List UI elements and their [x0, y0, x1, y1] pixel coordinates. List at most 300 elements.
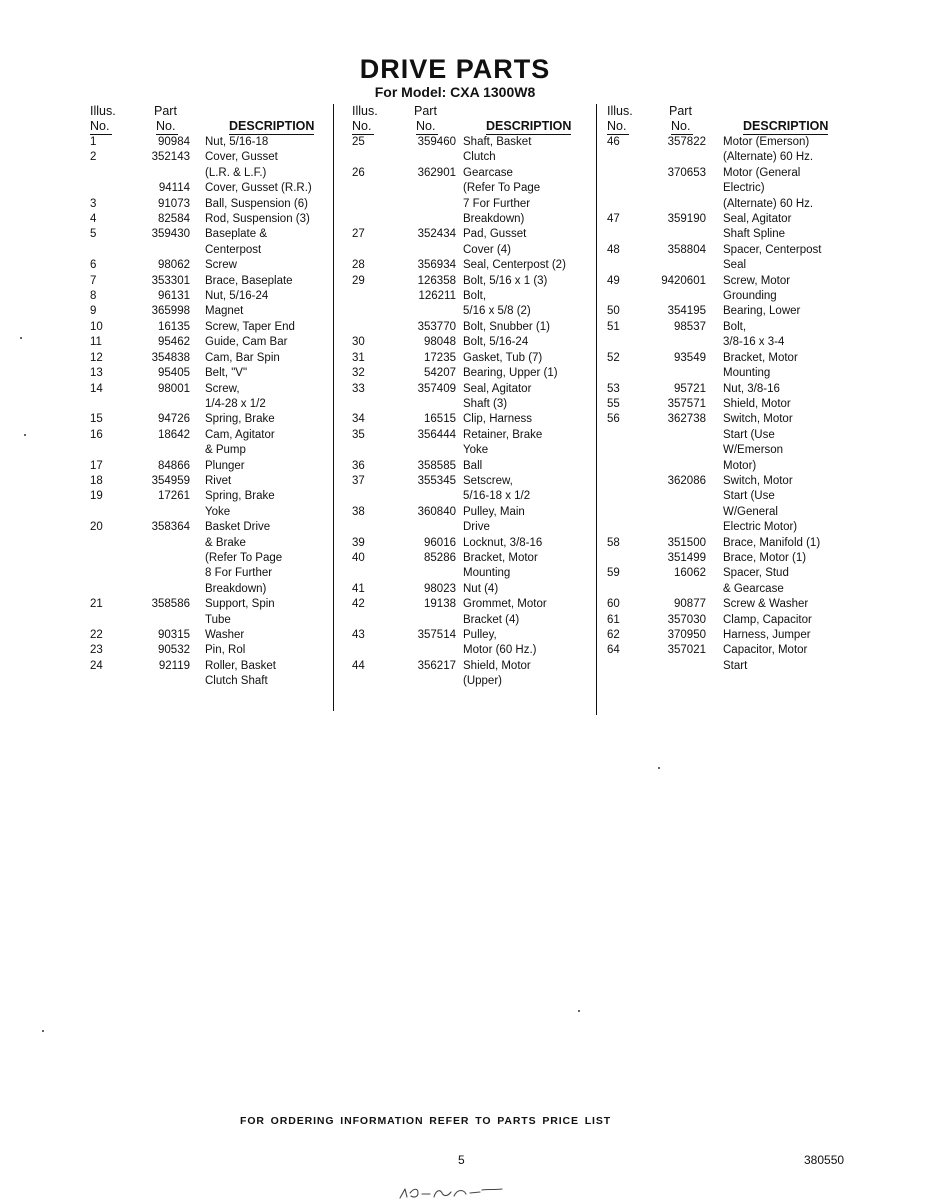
part-number: 98048: [424, 336, 456, 349]
part-description: [723, 382, 847, 397]
part-row: [352, 582, 596, 597]
description-line: Screw: [205, 259, 237, 272]
part-description: [205, 258, 333, 273]
part-number: 54207: [424, 367, 456, 380]
description-line: Breakdown): [463, 213, 525, 226]
part-row: [90, 212, 333, 227]
part-number: 95462: [158, 336, 190, 349]
description-line: Setscrew,: [463, 474, 513, 487]
description-line: Shaft (3): [463, 397, 508, 410]
handwritten-mark: [396, 1184, 516, 1200]
part-number: 96016: [424, 536, 456, 549]
illus-number: 16: [90, 428, 103, 441]
part-number: 356217: [417, 659, 456, 672]
part-number: 90532: [158, 644, 190, 657]
illus-number: 32: [352, 367, 365, 380]
description-line: Magnet: [205, 305, 244, 318]
part-row: [352, 274, 596, 289]
description-line: 3/8-16 x 3-4: [723, 336, 785, 349]
part-number: 356934: [417, 259, 456, 272]
part-row: [352, 258, 596, 273]
part-description: [723, 135, 847, 166]
illus-number: 17: [90, 459, 103, 472]
description-line: Cam, Agitator: [205, 428, 275, 441]
part-row: [352, 166, 596, 228]
part-description: [463, 412, 596, 427]
part-number: 96131: [158, 290, 190, 303]
part-row: [90, 366, 333, 381]
part-row: [607, 382, 847, 397]
description-line: Grounding: [723, 290, 777, 303]
part-row: [352, 536, 596, 551]
description-line: Brace, Baseplate: [205, 274, 293, 287]
part-row: [352, 551, 596, 582]
part-description: [723, 243, 847, 274]
part-row: [352, 659, 596, 690]
description-line: Start: [723, 659, 748, 672]
part-description: [205, 597, 333, 628]
description-line: Baseplate &: [205, 228, 268, 241]
illus-number: 62: [607, 629, 620, 641]
description-header: DESCRIPTION: [743, 119, 829, 133]
part-row: [90, 643, 333, 658]
part-description: [205, 489, 333, 520]
part-description: [463, 351, 596, 366]
part-description: [463, 474, 596, 505]
description-line: 8 For Further: [205, 567, 273, 580]
parts-rows: [607, 135, 847, 674]
part-number: 351500: [667, 536, 706, 549]
part-description: [723, 166, 847, 212]
illus-number: 39: [352, 536, 365, 549]
part-description: [205, 212, 333, 227]
illus-number: 7: [90, 274, 97, 287]
description-line: & Gearcase: [723, 582, 784, 595]
description-header: DESCRIPTION: [229, 119, 315, 133]
model-subtitle: For Model: CXA 1300W8: [374, 84, 536, 100]
part-number: 98537: [674, 320, 706, 333]
description-line: Shaft Spline: [723, 228, 786, 241]
part-row: [607, 166, 847, 212]
illus-number: 9: [90, 305, 97, 318]
description-line: Switch, Motor: [723, 474, 793, 487]
part-description: [463, 582, 596, 597]
illus-no-header: No.: [607, 119, 629, 135]
part-no-header: No.: [156, 119, 178, 135]
description-line: Rod, Suspension (3): [205, 213, 310, 226]
description-line: Nut (4): [463, 582, 499, 595]
illus-number: 2: [90, 151, 97, 164]
part-number: 16515: [424, 413, 456, 426]
page-title: DRIVE PARTS: [359, 54, 551, 84]
part-no-header: No.: [671, 119, 693, 135]
part-number: 360840: [417, 505, 456, 518]
description-line: Mounting: [723, 367, 771, 380]
part-number: 98001: [158, 382, 190, 395]
description-line: Switch, Motor: [723, 413, 793, 426]
part-row: [352, 320, 596, 335]
description-line: Brace, Motor (1): [723, 551, 807, 564]
part-number: 126211: [418, 290, 456, 303]
part-row: [607, 613, 847, 628]
part-row: [352, 135, 596, 166]
part-description: [723, 536, 847, 551]
part-description: [463, 659, 596, 690]
part-number: 16062: [674, 567, 706, 580]
parts-column-3: [607, 104, 847, 674]
part-row: [90, 628, 333, 643]
part-description: [205, 135, 333, 150]
description-line: Tube: [205, 613, 231, 626]
description-line: Nut, 5/16-18: [205, 136, 269, 148]
part-row: [90, 135, 333, 150]
part-description: [723, 320, 847, 351]
part-number: 362086: [667, 474, 706, 487]
description-line: Bolt, 5/16 x 1 (3): [463, 274, 548, 287]
part-no-header: No.: [416, 119, 438, 135]
illus-number: 60: [607, 598, 620, 611]
description-line: Screw,: [205, 382, 240, 395]
part-row: [607, 212, 847, 243]
description-line: Drive: [463, 521, 490, 534]
description-line: Start (Use: [723, 490, 775, 503]
part-description: [205, 150, 333, 181]
part-description: [463, 320, 596, 335]
description-line: Screw & Washer: [723, 598, 809, 611]
description-line: W/General: [723, 505, 778, 518]
description-line: W/Emerson: [723, 444, 784, 457]
part-row: [352, 351, 596, 366]
part-row: [90, 412, 333, 427]
description-line: Electric Motor): [723, 521, 798, 534]
part-header: Part: [414, 104, 437, 118]
part-row: [607, 566, 847, 597]
description-line: (L.R. & L.F.): [205, 166, 267, 179]
illus-number: 61: [607, 613, 620, 626]
part-number: 359460: [417, 136, 456, 148]
part-description: [205, 304, 333, 319]
part-description: [723, 212, 847, 243]
description-line: Pulley, Main: [463, 505, 525, 518]
part-row: [352, 335, 596, 350]
part-number: 9420601: [661, 274, 706, 287]
description-line: 1/4-28 x 1/2: [205, 397, 266, 410]
description-line: Shield, Motor: [463, 659, 531, 672]
description-line: Nut, 5/16-24: [205, 290, 269, 303]
illus-number: 27: [352, 228, 365, 241]
illus-number: 21: [90, 598, 103, 611]
illus-number: 40: [352, 551, 365, 564]
part-description: [463, 382, 596, 413]
part-row: [607, 243, 847, 274]
description-line: Plunger: [205, 459, 245, 472]
part-description: [723, 613, 847, 628]
illus-number: 52: [607, 351, 620, 364]
description-line: (Alternate) 60 Hz.: [723, 197, 814, 210]
description-line: Cover, Gusset (R.R.): [205, 182, 312, 195]
part-row: [352, 628, 596, 659]
description-line: (Upper): [463, 675, 502, 688]
description-line: Motor): [723, 459, 757, 472]
illus-number: 23: [90, 644, 103, 657]
part-row: [352, 382, 596, 413]
illus-number: 48: [607, 243, 620, 256]
column-divider: [596, 104, 597, 715]
column-header: [352, 104, 596, 135]
part-description: [463, 628, 596, 659]
document-number: 380550: [804, 1153, 845, 1167]
part-number: 95405: [158, 367, 190, 380]
part-number: 82584: [158, 213, 190, 226]
illus-number: 33: [352, 382, 365, 395]
illus-number: 37: [352, 474, 365, 487]
description-line: Clutch: [463, 151, 496, 164]
part-number: 19138: [424, 598, 456, 611]
part-number: 98062: [158, 259, 190, 272]
illus-number: 8: [90, 290, 97, 303]
part-description: [205, 351, 333, 366]
illus-number: 59: [607, 567, 620, 580]
part-number: 354959: [151, 474, 190, 487]
part-description: [205, 197, 333, 212]
illus-header: Illus.: [90, 104, 116, 118]
part-description: [723, 643, 847, 674]
part-row: [607, 643, 847, 674]
part-number: 357021: [667, 644, 706, 657]
part-number: 358586: [151, 598, 190, 611]
part-description: [205, 181, 333, 196]
scan-speck: [658, 767, 660, 769]
part-number: 357030: [667, 613, 706, 626]
description-line: Spacer, Centerpost: [723, 243, 822, 256]
description-line: Bolt,: [723, 320, 747, 333]
part-description: [723, 351, 847, 382]
illus-number: 12: [90, 351, 103, 364]
illus-number: 6: [90, 259, 97, 272]
description-line: Centerpost: [205, 243, 262, 256]
part-number: 90984: [158, 136, 190, 148]
part-description: [463, 505, 596, 536]
description-line: Retainer, Brake: [463, 428, 543, 441]
scan-speck: [42, 1030, 44, 1032]
illus-number: 19: [90, 490, 103, 503]
description-line: Yoke: [463, 444, 489, 457]
page-number: 5: [458, 1153, 465, 1167]
illus-no-header: No.: [352, 119, 374, 135]
illus-number: 55: [607, 397, 620, 410]
illus-number: 38: [352, 505, 365, 518]
description-line: Ball: [463, 459, 483, 472]
part-row: [607, 551, 847, 566]
part-row: [352, 428, 596, 459]
parts-column-2: [352, 104, 596, 690]
illus-number: 10: [90, 320, 103, 333]
part-row: [90, 304, 333, 319]
part-header: Part: [154, 104, 177, 118]
description-line: Pin, Rol: [205, 644, 246, 657]
description-line: Ball, Suspension (6): [205, 197, 308, 210]
description-line: Cover, Gusset: [205, 151, 278, 164]
part-description: [463, 459, 596, 474]
part-number: 95721: [674, 382, 706, 395]
part-description: [723, 551, 847, 566]
description-line: Start (Use: [723, 428, 775, 441]
part-number: 358585: [417, 459, 456, 472]
description-line: Bearing, Lower: [723, 305, 801, 318]
illus-number: 3: [90, 197, 97, 210]
illus-number: 41: [352, 582, 365, 595]
part-row: [352, 227, 596, 258]
description-line: Brace, Manifold (1): [723, 536, 821, 549]
illus-number: 1: [90, 136, 97, 148]
part-row: [90, 150, 333, 181]
part-row: [607, 536, 847, 551]
description-line: Motor (Emerson): [723, 136, 810, 148]
part-description: [205, 412, 333, 427]
part-description: [723, 397, 847, 412]
part-row: [90, 351, 333, 366]
part-number: 352143: [151, 151, 190, 164]
description-line: 5/16-18 x 1/2: [463, 490, 531, 503]
illus-number: 14: [90, 382, 103, 395]
part-number: 90315: [158, 629, 190, 641]
illus-number: 34: [352, 413, 365, 426]
part-number: 98023: [424, 582, 456, 595]
description-line: Motor (60 Hz.): [463, 644, 537, 657]
description-line: Locknut, 3/8-16: [463, 536, 543, 549]
part-number: 353770: [417, 320, 456, 333]
description-line: Pulley,: [463, 629, 497, 641]
part-description: [463, 335, 596, 350]
description-line: Rivet: [205, 474, 232, 487]
part-number: 352434: [417, 228, 456, 241]
description-line: Electric): [723, 182, 765, 195]
illus-number: 28: [352, 259, 365, 272]
part-number: 362901: [417, 166, 456, 179]
part-row: [90, 289, 333, 304]
part-description: [463, 536, 596, 551]
description-line: & Pump: [205, 444, 246, 457]
part-number: 17235: [424, 351, 456, 364]
ordering-note: FOR ORDERING INFORMATION REFER TO PARTS PRICE LIST: [240, 1115, 612, 1127]
part-number: 354838: [151, 351, 190, 364]
part-description: [205, 628, 333, 643]
description-line: Nut, 3/8-16: [723, 382, 780, 395]
scan-speck: [24, 434, 26, 436]
illus-number: 15: [90, 413, 103, 426]
part-number: 354195: [667, 305, 706, 318]
part-description: [205, 366, 333, 381]
part-description: [463, 428, 596, 459]
part-number: 355345: [417, 474, 456, 487]
part-row: [352, 412, 596, 427]
description-line: Capacitor, Motor: [723, 644, 808, 657]
description-line: Bracket (4): [463, 613, 520, 626]
part-row: [90, 335, 333, 350]
part-row: [90, 382, 333, 413]
illus-number: 35: [352, 428, 365, 441]
description-line: Shield, Motor: [723, 397, 791, 410]
part-number: 94114: [158, 182, 190, 195]
parts-rows: [90, 135, 333, 690]
description-line: Gasket, Tub (7): [463, 351, 543, 364]
part-number: 85286: [424, 551, 456, 564]
description-line: Cam, Bar Spin: [205, 351, 280, 364]
description-line: Spring, Brake: [205, 413, 275, 426]
part-row: [90, 474, 333, 489]
part-number: 17261: [158, 490, 190, 503]
part-number: 359430: [151, 228, 190, 241]
part-row: [607, 628, 847, 643]
illus-number: 47: [607, 213, 620, 226]
part-number: 92119: [158, 659, 190, 672]
part-row: [607, 304, 847, 319]
part-number: 358804: [667, 243, 706, 256]
part-number: 351499: [667, 551, 706, 564]
part-row: [90, 181, 333, 196]
description-line: (Refer To Page: [463, 182, 541, 195]
part-row: [90, 428, 333, 459]
part-number: 358364: [151, 521, 190, 534]
part-number: 357822: [667, 136, 706, 148]
scan-speck: [578, 1010, 580, 1012]
part-description: [205, 382, 333, 413]
part-description: [205, 428, 333, 459]
part-row: [90, 258, 333, 273]
description-line: Spacer, Stud: [723, 567, 789, 580]
parts-column-1: [90, 104, 333, 690]
description-line: (Alternate) 60 Hz.: [723, 151, 814, 164]
part-row: [352, 366, 596, 381]
column-header: [90, 104, 333, 135]
illus-number: 46: [607, 136, 620, 148]
illus-number: 13: [90, 367, 103, 380]
illus-number: 30: [352, 336, 365, 349]
description-line: Cover (4): [463, 243, 511, 256]
illus-number: 29: [352, 274, 365, 287]
illus-number: 25: [352, 136, 365, 148]
description-line: Pad, Gusset: [463, 228, 527, 241]
part-description: [205, 289, 333, 304]
part-row: [607, 320, 847, 351]
part-row: [352, 289, 596, 320]
description-line: Bolt, 5/16-24: [463, 336, 529, 349]
part-row: [607, 135, 847, 166]
part-description: [723, 628, 847, 643]
part-row: [607, 412, 847, 474]
part-row: [90, 227, 333, 258]
part-row: [352, 597, 596, 628]
part-description: [723, 566, 847, 597]
column-divider: [333, 104, 334, 711]
description-line: Belt, "V": [205, 367, 248, 380]
part-description: [205, 643, 333, 658]
description-line: Seal: [723, 259, 747, 272]
part-description: [205, 474, 333, 489]
part-number: 94726: [158, 413, 190, 426]
illus-number: 64: [607, 644, 620, 657]
part-row: [90, 520, 333, 597]
illus-number: 22: [90, 629, 103, 641]
illus-number: 11: [90, 336, 102, 349]
part-row: [90, 274, 333, 289]
description-line: Seal, Agitator: [463, 382, 532, 395]
illus-number: 43: [352, 629, 365, 641]
description-line: Washer: [205, 629, 245, 641]
illus-number: 44: [352, 659, 365, 672]
part-description: [463, 258, 596, 273]
part-description: [463, 135, 596, 166]
